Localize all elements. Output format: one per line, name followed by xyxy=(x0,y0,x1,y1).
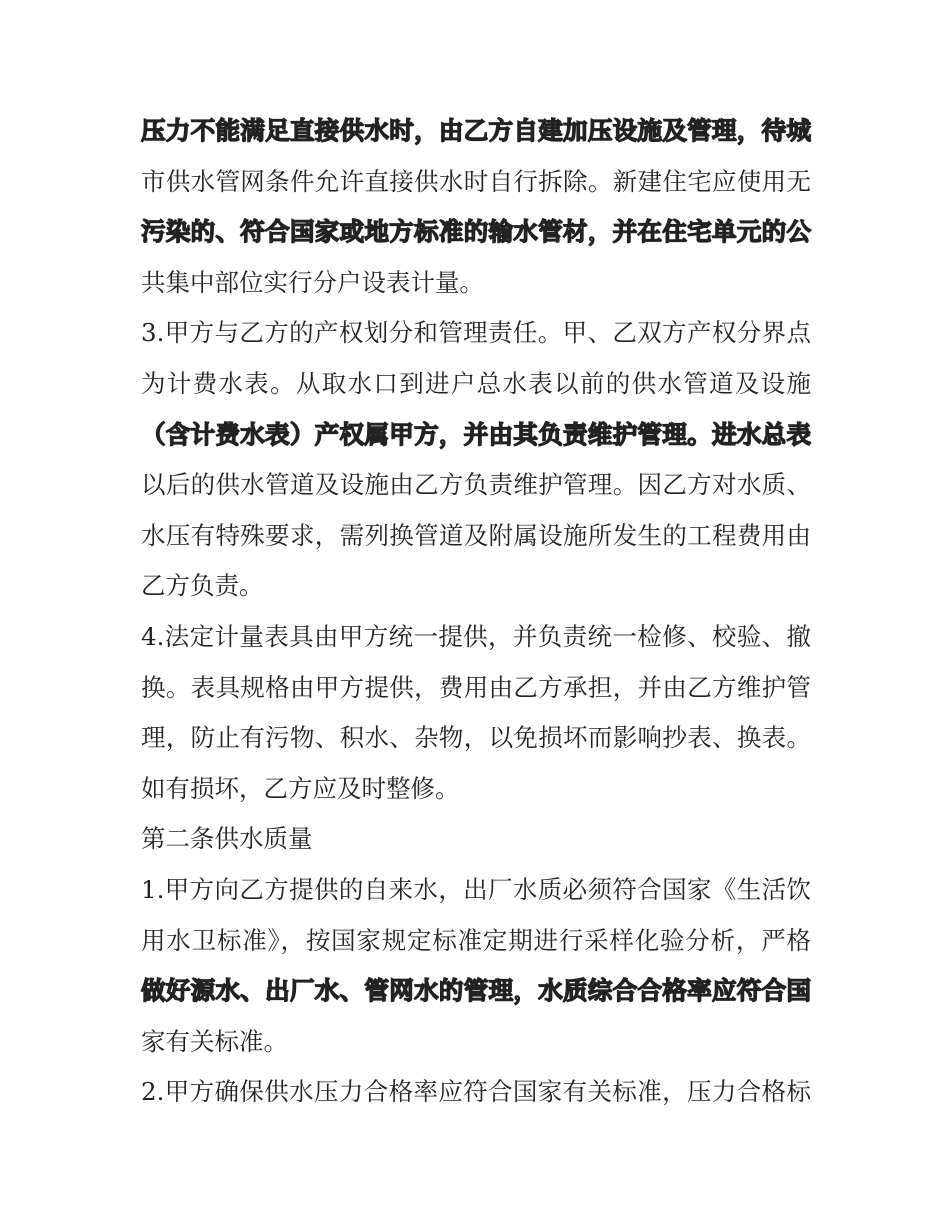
text-line: 市供水管网条件允许直接供水时自行拆除。新建住宅应使用无 xyxy=(141,166,811,196)
text-line: 4.法定计量表具由甲方统一提供，并负责统一检修、校验、撤 xyxy=(141,621,811,651)
text-line: 2.甲方确保供水压力合格率应符合国家有关标准，压力合格标 xyxy=(141,1077,811,1107)
text-line: 共集中部位实行分户设表计量。 xyxy=(141,267,484,297)
text-line: 如有损坏，乙方应及时整修。 xyxy=(141,773,460,803)
text-line: 1.甲方向乙方提供的自来水，出厂水质必须符合国家《生活饮 xyxy=(141,874,811,904)
text-line: （含计费水表）产权属甲方，并由其负责维护管理。进水总表 xyxy=(141,419,811,449)
text-line: 做好源水、出厂水、管网水的管理，水质综合合格率应符合国 xyxy=(141,976,811,1006)
text-line: 乙方负责。 xyxy=(141,571,264,601)
text-line: 水压有特殊要求，需列换管道及附属设施所发生的工程费用由 xyxy=(141,520,811,550)
text-line: 以后的供水管道及设施由乙方负责维护管理。因乙方对水质、 xyxy=(141,470,811,500)
text-line: 家有关标准。 xyxy=(141,1026,288,1056)
text-line: 3.甲方与乙方的产权划分和管理责任。甲、乙双方产权分界点 xyxy=(141,318,811,348)
text-line: 理，防止有污物、积水、杂物，以免损坏而影响抄表、换表。 xyxy=(141,723,811,753)
text-line: 换。表具规格由甲方提供，费用由乙方承担，并由乙方维护管 xyxy=(141,672,811,702)
document-body xyxy=(141,113,811,1125)
text-line: 用水卫标准》，按国家规定标准定期进行采样化验分析，严格 xyxy=(141,925,811,955)
text-line: 压力不能满足直接供水时，由乙方自建加压设施及管理，待城 xyxy=(141,116,811,145)
text-line: 为计费水表。从取水口到进户总水表以前的供水管道及设施 xyxy=(141,368,811,398)
text-line: 第二条供水质量 xyxy=(141,824,313,854)
text-line: 污染的、符合国家或地方标准的输水管材，并在住宅单元的公 xyxy=(141,217,811,247)
